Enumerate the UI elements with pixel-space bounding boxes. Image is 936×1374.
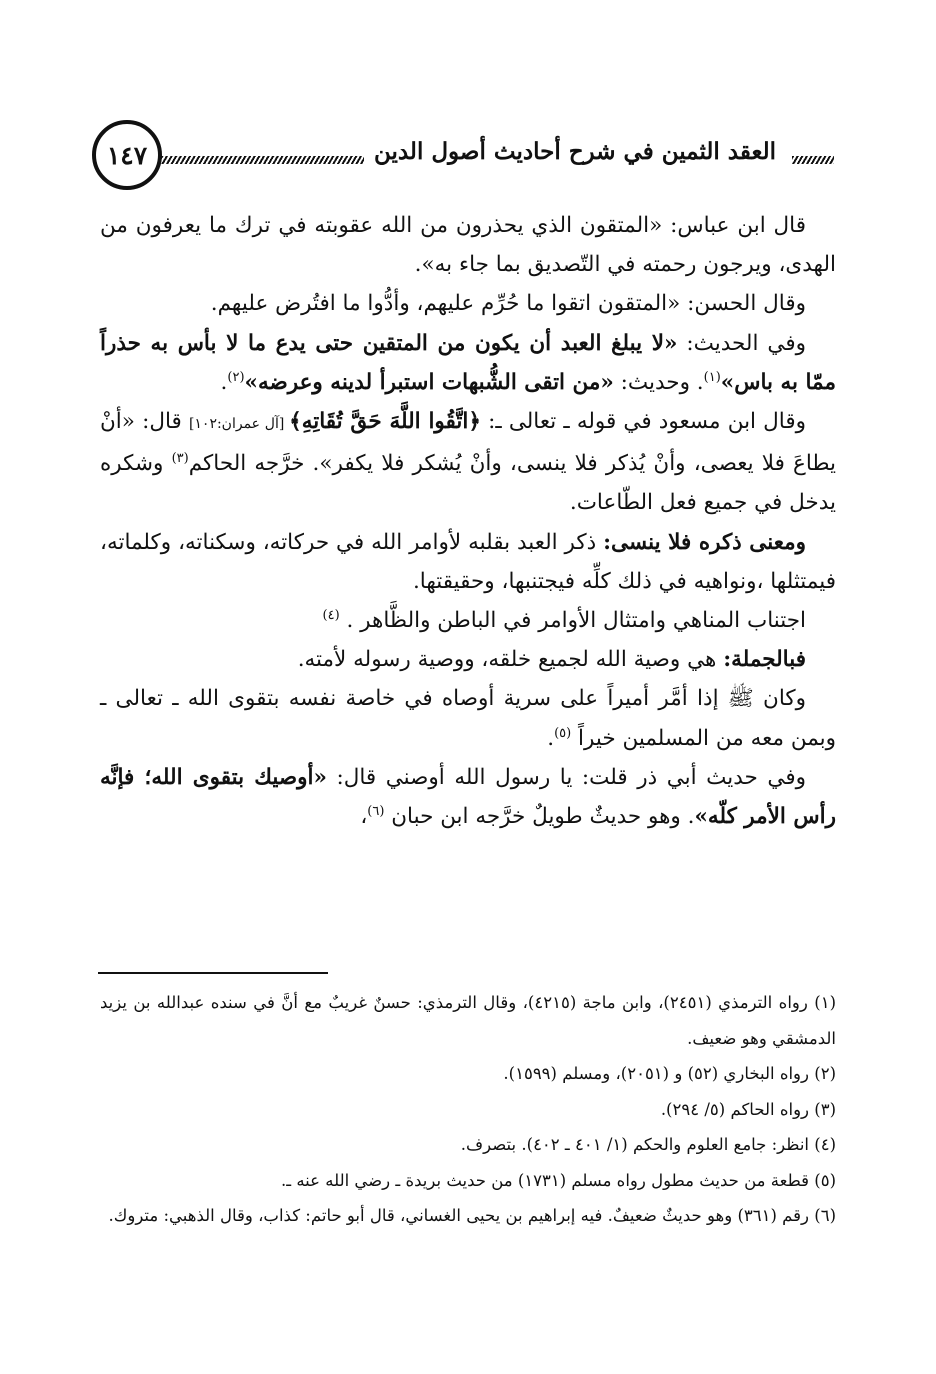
paragraph-hasan [100,284,836,323]
text-run: وقال ابن مسعود في قوله ـ تعالى ـ: [480,409,807,435]
footnote: (٢) رواه البخاري (٥٢) و (٢٠٥١)، ومسلم (١٥٩٩). [503,1064,836,1083]
running-title: العقد الثمين في شرح أحاديث أصول الدين [364,138,786,165]
text-run: وفي الحديث: [677,330,806,356]
paragraph-hadith [100,324,836,402]
verse-reference: [آل عمران:١٠٢] [188,416,290,433]
bold-lead: ومعنى ذكره فلا ينسى: [603,529,806,555]
paragraph-ibn-abbas [100,206,836,284]
quran-verse: ﴿اتَّقُوا اللَّهَ حَقَّ تُقَاتِهِ﴾ [289,409,481,435]
footnote-ref[interactable]: (١) [703,369,721,385]
header-rule-tail [792,156,834,164]
text-run: ، [360,804,368,830]
bold-lead: فبالجملة: [723,647,806,673]
text-run: . [220,369,228,395]
footnote-ref[interactable]: (٣) [171,451,189,467]
paragraph-abu-dharr [100,758,836,836]
footnote: (١) رواه الترمذي (٢٤٥١)، وابن ماجة (٤٢١٥)، وقال الترمذي: حسنٌ غريبٌ مع أنَّ في سنده عبدالله بن يزيد الدمشقي وهو ضعيف. [100,993,836,1048]
paragraph-avoidance [100,601,836,640]
footnote-ref[interactable]: (٢) [227,369,245,385]
footnote: (٦) رقم (٣٦١) وهو حديثٌ ضعيفٌ. فيه إبراهيم بن يحيى الغساني، قال أبو حاتم: كذاب، وقال الذهبي: متروك. [108,1206,836,1225]
footnote: (٤) انظر: جامع العلوم والحكم (١/ ٤٠١ ـ ٤٠٢). بتصرف. [460,1135,836,1154]
paragraph-prophet [100,679,836,757]
footnote-ref[interactable]: (٤) [322,607,340,623]
text-run: اجتناب المناهي وامتثال الأوامر في الباطن والظَّاهر . [339,608,806,634]
text-run: وشكره يدخل في جميع فعل الطّاعات. [100,451,836,516]
paragraph-summary [100,640,836,679]
page-header [92,120,834,200]
text-run: . [547,725,555,751]
hadith-quote: «من اتقى الشُّبهات استبرأ لدينه وعرضه» [244,369,614,395]
footnote: (٣) رواه الحاكم (٥/ ٢٩٤). [660,1099,836,1119]
text-run: . وحديث: [613,369,704,395]
footnote-separator [98,972,328,974]
text-run: وفي حديث أبي ذر قلت: يا رسول الله أوصني قال: [326,764,806,790]
paragraph-meaning [100,523,836,601]
text-run: وكان ﷺ إذا أمَّر أميراً على سرية أوصاه في خاصة نفسه بتقوى الله ـ تعالى ـ وبمن معه من المسلمين خيراً [100,686,836,751]
main-text [100,206,836,836]
text-run: ذكر العبد بقلبه لأوامر الله في حركاته، وسكناته، وكلماته، فيمتثلها ،ونواهيه في ذلك كلِّه فيجتنبها، وحقيقتها. [100,529,836,594]
paragraph-ibn-masud [100,402,836,523]
paragraph-text: وقال الحسن: «المتقون اتقوا ما حُرِّم عليهم، وأدُّوا ما افتُرض عليهم. [210,291,806,317]
text-run: قال: «أنْ يطاعَ فلا يعصى، وأنْ يُذكر فلا ينسى، وأنْ يُشكر فلا يكفر». خرَّجه الحاكم [100,409,837,477]
footnotes [100,985,836,1234]
paragraph-text: قال ابن عباس: «المتقون الذي يحذرون من الله عقوبته في ترك ما يعرفون من الهدى، ويرجون رحمته في التّصديق بما جاء به». [100,213,836,278]
footnote: (٥) قطعة من حديث مطول رواه مسلم (١٧٣١) من حديث بريدة ـ رضي الله عنه ـ. [281,1170,836,1190]
hadith-quote: «لا يبلغ العبد أن يكون من المتقين حتى يدع ما لا بأس به حذراً ممّا به باس» [100,330,836,395]
page-number: ١٤٧ [92,120,162,190]
text-run: هي وصية الله لجميع خلقه، ووصية رسوله لأمته. [297,647,724,673]
text-run: . وهو حديثٌ طويلٌ خرَّجه ابن حبان [384,804,695,830]
footnote-ref[interactable]: (٦) [367,803,385,819]
hadith-quote: «أوصيك بتقوى الله؛ فإنَّه رأس الأمر كلّه» [100,764,836,830]
footnote-ref[interactable]: (٥) [554,725,572,741]
